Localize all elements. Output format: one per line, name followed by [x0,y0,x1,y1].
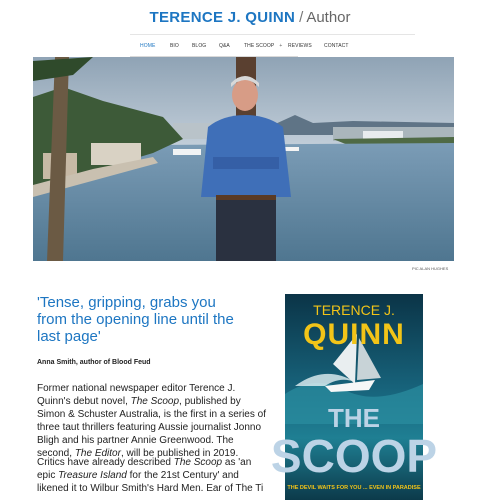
p1-book-title-2: The Editor [74,448,121,459]
book-cover[interactable] [270,294,438,500]
nav-qa[interactable]: Q&A [219,43,230,49]
p2-text-a: Critics have already described [37,457,174,468]
photo-credit: PIC ALAN HUGHES [412,266,449,271]
nav-the-scoop[interactable] [244,43,282,49]
p1-text-b: , published by Simon & Schuster Australia, is the first in a series of three taut thrillers featuring Aussie journalist Jonno Bligh and his partner Annie Greenwood. The second, [37,396,266,459]
nav-home[interactable]: HOME [140,43,156,49]
nav-reviews[interactable]: REVIEWS [288,43,312,49]
site-name[interactable]: TERENCE J. QUINN [149,9,296,26]
site-title[interactable] [0,9,500,27]
book-author-first: TERENCE J. [313,302,395,318]
book-author-last: QUINN [303,318,405,351]
nav-the-scoop-label: THE SCOOP [244,43,275,49]
nav-blog[interactable]: BLOG [192,43,207,49]
book-title-bottom: SCOOP [270,430,438,482]
p2-ref-title: Treasure Island [58,470,127,481]
p2-book-title: The Scoop [173,457,223,468]
book-cover-art [270,294,438,500]
site-header [0,0,500,34]
hero-photo [33,57,454,261]
title-separator: / [299,9,304,26]
p1-book-title: The Scoop [130,396,180,407]
book-title-top: THE [328,403,380,433]
p1-text-a: Former national newspaper editor Terence J. Quinn's debut novel, [37,383,236,407]
site-role: Author [306,9,351,26]
p2-text-c: for the 21st Century' and likened it to Wilbur Smith's Hard Men. Ear of The Ti [37,470,264,494]
intro-paragraph-1 [37,382,270,460]
p1-text-c: , will be published in 2019. [120,448,239,459]
quote-attribution: Anna Smith, author of Blood Feud [37,359,151,366]
nav-contact[interactable]: CONTACT [324,43,349,49]
review-quote: 'Tense, gripping, grabs you from the opening line until the last page' [37,294,234,345]
main-nav [130,34,415,56]
p2-text-b: as 'an epic [37,457,252,481]
book-tagline: THE DEVIL WAITS FOR YOU ... EVEN IN PARADISE [287,485,421,491]
intro-paragraph-2 [37,456,270,495]
hero-illustration [33,57,454,261]
nav-bio[interactable]: BIO [170,43,179,49]
plus-icon: + [279,43,283,49]
